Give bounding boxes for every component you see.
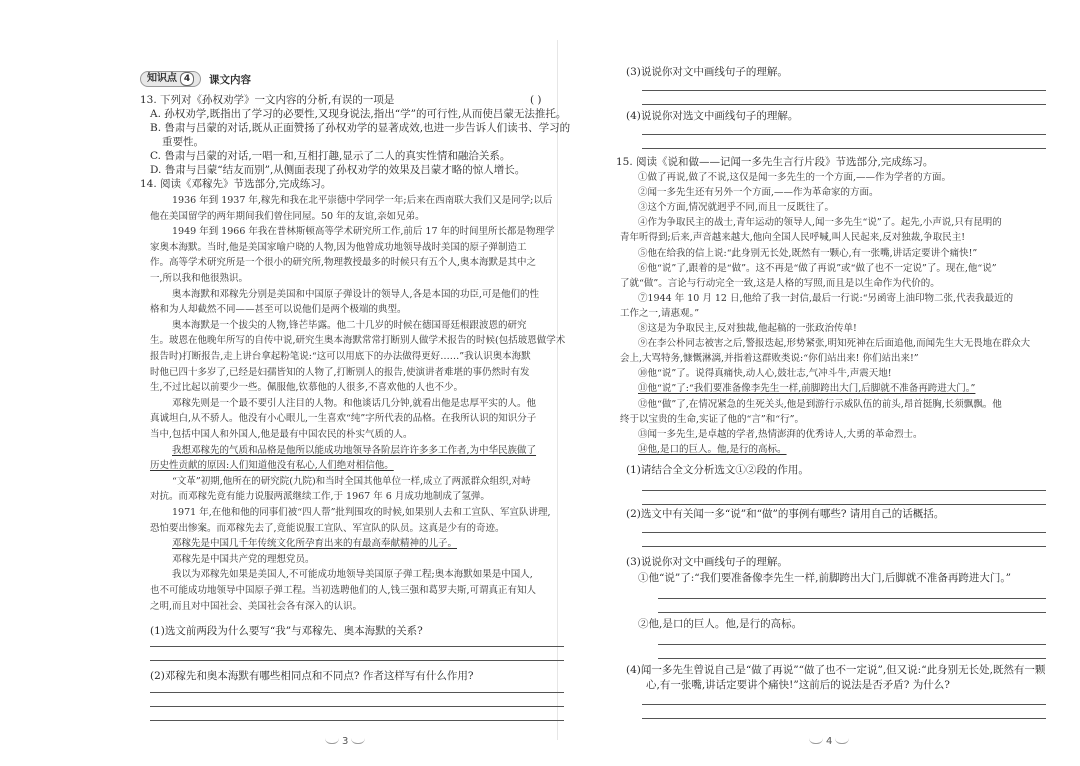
q13-option-c: C. 鲁肃与吕蒙的对话,一唱一和,互相打趣,显示了二人的真实性情和融洽关系。 (150, 150, 511, 162)
answer-line[interactable] (642, 90, 1046, 91)
q14-sub2: (2)邓稼先和奥本海默有哪些相同点和不同点? 作者这样写有什么作用? (150, 670, 474, 682)
passage-line: ⑤他在给我的信上说:“此身别无长处,既然有一颗心,有一张嘴,讲话定要讲个痛快!” (638, 247, 978, 259)
section-number: 4 (180, 72, 194, 86)
answer-line[interactable] (642, 504, 1046, 505)
q15-stem: 15. 阅读《说和做——记闻一多先生言行片段》节选部分,完成练习。 (616, 156, 934, 168)
passage-line: 之明,而且对中国社会、美国社会各有深入的认识。 (150, 600, 363, 612)
passage-line: ⑭他,是口的巨人。他,是行的高标。 (638, 443, 787, 455)
q13-option-b-cont: 重要性。 (162, 136, 204, 148)
q13-option-a: A. 孙权劝学,既指出了学习的必要性,又现身说法,指出“学”的可行性,从而使吕蒙无法推托。 (150, 108, 567, 120)
page-number: 3 (322, 736, 368, 747)
answer-line[interactable] (658, 612, 1046, 613)
q15-sub4-cont: 心,有一张嘴,讲话定要讲个痛快!”这前后的说法是否矛盾? 为什么? (646, 679, 950, 691)
passage-line: 邓稼先是中国几千年传统文化所孕育出来的有最高奉献精神的儿子。 (172, 538, 458, 550)
answer-line[interactable] (658, 658, 1046, 659)
page-number: 4 (806, 736, 852, 747)
passage-line: 青年听得到;后来,声音越来越大,他向全国人民呼喊,叫人民起来,反对独裁,争取民主! (620, 232, 966, 244)
passage-line: 1949 年到 1966 年我在普林斯顿高等学术研究所工作,前后 17 年的时间里所长都是物理学 (172, 226, 555, 238)
passage-line: ⑧这是为争取民主,反对独裁,他起稿的一张政治传单! (638, 323, 857, 334)
q13-option-d: D. 鲁肃与吕蒙“结友而别”,从侧面表现了孙权劝学的效果及吕蒙才略的惊人增长。 (150, 164, 526, 176)
passage-line: 恐怕要出惨案。而邓稼先去了,竟能说服工宣队、军宣队的队员。这真是少有的奇迹。 (150, 522, 505, 534)
passage-line: 时他已四十多岁了,已经是妇孺皆知的人物了,打断别人的报告,使演讲者难堪的事仍然时有发 (150, 366, 530, 378)
q13-answer-paren[interactable]: ( ) (530, 94, 542, 106)
passage-line: 奥本海默是一个拔尖的人物,锋芒毕露。他二十几岁的时候在德国哥廷根跟波恩的研究 (172, 319, 527, 331)
passage-line: 我以为邓稼先如果是美国人,不可能成功地领导美国原子弹工程;奥本海默如果是中国人, (172, 569, 533, 581)
section-title: 课文内容 (209, 73, 251, 86)
passage-line: 一,所以我和他很熟识。 (150, 273, 249, 284)
passage-line: ④作为争取民主的战士,青年运动的领导人,闻一多先生“说”了。起先,小声说,只有昆明的 (638, 217, 1002, 229)
passage-line: ⑬闻一多先生,是卓越的学者,热情澎湃的优秀诗人,大勇的革命烈士。 (638, 428, 923, 440)
q15-sub3-item2: ②他,是口的巨人。他,是行的高标。 (638, 618, 803, 630)
answer-line[interactable] (150, 720, 564, 721)
passage-line: 历史性贡献的原因:人们知道他没有私心,人们绝对相信他。 (150, 460, 394, 472)
q14-stem: 14. 阅读《邓稼先》节选部分,完成练习。 (140, 178, 332, 190)
passage-line: 当中,包括中国人和外国人,他是最有中国农民的朴实气质的人。 (150, 429, 413, 440)
answer-line[interactable] (150, 692, 564, 693)
answer-line[interactable] (642, 704, 1046, 705)
passage-line: ⑨在李公朴同志被害之后,警报迭起,形势紧张,明知死神在后面追他,而闻先生大无畏地在群众大 (638, 338, 1031, 350)
passage-line: ②闻一多先生还有另外一个方面,——作为革命家的方面。 (638, 187, 879, 199)
q13-stem: 13. 下列对《孙权劝学》一文内容的分析,有误的一项是 (140, 94, 395, 106)
q15-sub3-item1: ①他“说”了:“我们要准备像李先生一样,前脚跨出大门,后脚就不准备再跨进大门。” (638, 572, 1011, 584)
answer-line[interactable] (642, 718, 1046, 719)
passage-line: 报告时)打断报告,走上讲台拿起粉笔说:“这可以用底下的办法做得更好……”我认识奥本海默 (150, 351, 531, 362)
q15-sub4: (4)闻一多先生曾说自己是“做了再说”“做了也不一定说”,但又说:“此身别无长处,既然有一颗 (626, 664, 1046, 676)
passage-line: 邓稼先则是一个最不要引人注目的人物。和他谈话几分钟,就看出他是忠厚平实的人。他 (172, 397, 537, 409)
passage-line: 会上,大骂特务,慷慨淋漓,并指着这群败类说:“你们站出来! 你们站出来!” (620, 353, 919, 365)
answer-line[interactable] (642, 532, 1046, 533)
passage-line: 奥本海默和邓稼先分别是美国和中国原子弹设计的领导人,各是本国的功臣,可是他们的性 (172, 288, 540, 300)
section-badge (140, 71, 251, 87)
answer-line[interactable] (642, 490, 1046, 491)
passage-line: 终于以宝贵的生命,实证了他的“言”和“行”。 (620, 413, 804, 425)
q14-sub1: (1)选文前两段为什么要写“我”与邓稼先、奥本海默的关系? (150, 625, 423, 637)
passage-line: 1936 年到 1937 年,稼先和我在北平崇德中学同学一年;后来在西南联大我们又是同学;以后 (172, 195, 553, 206)
passage-line: 生,不过比起以前要少一些。佩服他,钦慕他的人很多,不喜欢他的人也不少。 (150, 382, 464, 394)
answer-line[interactable] (642, 134, 1046, 135)
passage-line: 他在美国留学的两年期间我们曾住同屋。50 年的友谊,亲如兄弟。 (150, 210, 425, 222)
right-page (560, 0, 1080, 766)
passage-line: ①做了再说,做了不说,这仅是闻一多先生的一个方面,——作为学者的方面。 (638, 172, 952, 183)
passage-line: 对抗。而邓稼先竟有能力说服两派继续工作,于 1967 年 6 月成功地制成了氢弹。 (150, 491, 490, 503)
q14-sub4: (4)说说你对选文中画线句子的理解。 (626, 110, 799, 122)
answer-line[interactable] (150, 660, 564, 661)
passage-line: 生。玻恩在他晚年所写的自传中说,研究生奥本海默常常打断别人做学术报告的时候(包括玻恩做学术 (150, 335, 566, 347)
passage-line: 家奥本海默。当时,他是美国家喻户晓的人物,因为他曾成功地领导战时美国的原子弹制造工 (150, 241, 527, 253)
passage-line: 邓稼先是中国共产党的理想党员。 (172, 553, 315, 565)
answer-line[interactable] (642, 148, 1046, 149)
passage-line: 格和为人却截然不同——甚至可以说他们是两个极端的典型。 (150, 304, 407, 316)
q14-sub3: (3)说说你对文中画线句子的理解。 (626, 66, 788, 78)
passage-line: “文革”初期,他所在的研究院(九院)和当时全国其他单位一样,成立了两派群众组织,对峙 (172, 475, 531, 487)
passage-line: ⑥他“说”了,跟着的是“做”。这不再是“做了再说”或“做了也不一定说”了。现在,他“说” (638, 262, 997, 274)
answer-line[interactable] (658, 598, 1046, 599)
passage-line: 工作之一,请惠观。” (620, 307, 700, 319)
passage-line: ⑫他“做”了,在情况紧急的生死关头,他是到游行示威队伍的前头,昂首挺胸,长须飘飘。他 (638, 398, 1002, 410)
q15-sub3: (3)说说你对文中画线句子的理解。 (626, 556, 788, 568)
passage-line: 也不可能成功地领导中国原子弹工程。当初选聘他们的人,钱三强和葛罗夫斯,可谓真正有知人 (150, 585, 537, 596)
passage-line: ⑩他“说”了。说得真痛快,动人心,鼓壮志,气冲斗牛,声震天地! (638, 368, 892, 380)
answer-line[interactable] (642, 546, 1046, 547)
answer-line[interactable] (150, 706, 564, 707)
passage-line: 1971 年,在他和他的同事们被“四人帮”批判围攻的时候,如果别人去和工宣队、军宣队讲理, (172, 507, 551, 518)
answer-line[interactable] (658, 644, 1046, 645)
passage-line: 作。高等学术研究所是一个很小的研究所,物理教授最多的时候只有五个人,奥本海默是其中之 (150, 257, 537, 269)
q13-option-b: B. 鲁肃与吕蒙的对话,既从正面赞扬了孙权劝学的显著成效,也进一步告诉人们读书、学习的 (150, 122, 571, 134)
answer-line[interactable] (150, 646, 564, 647)
passage-line: 了就“做”。言论与行动完全一致,这是人格的写照,而且是以生命作为代价的。 (620, 277, 940, 289)
q15-sub2: (2)选文中有关闻一多“说”和“做”的事例有哪些? 请用自己的话概括。 (626, 508, 945, 520)
passage-line: ⑪他“说”了:“我们要准备像李先生一样,前脚跨出大门,后脚就不准备再跨进大门。” (638, 383, 976, 395)
q15-sub1: (1)请结合全文分析选文①②段的作用。 (626, 464, 809, 476)
passage-line: ⑦1944 年 10 月 12 日,他给了我一封信,最后一行说:“另函寄上油印物二张,代表我最近的 (638, 292, 1014, 304)
section-badge-label: 知识点 4 (140, 71, 201, 87)
passage-line: 我想邓稼先的气质和品格是他所以能成功地领导各阶层许许多多工作者,为中华民族做了 (172, 444, 537, 456)
passage-line: 真诚坦白,从不骄人。他没有小心眼儿,一生喜欢“纯”字所代表的品格。在我所认识的知识分子 (150, 413, 537, 425)
answer-line[interactable] (642, 104, 1046, 105)
passage-line: ③这个方面,情况就迥乎不同,而且一反既往了。 (638, 202, 835, 214)
